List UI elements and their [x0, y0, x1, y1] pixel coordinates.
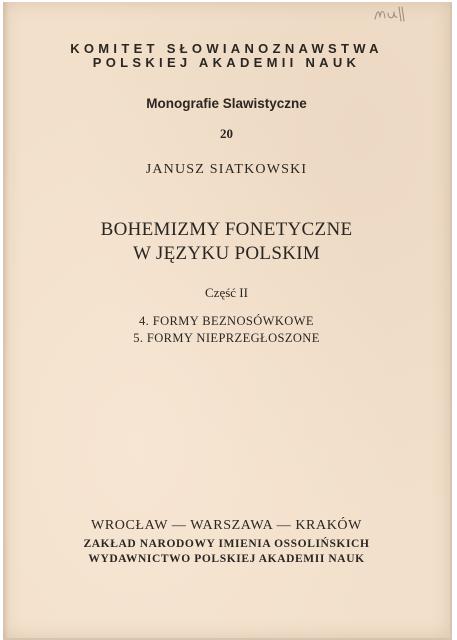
- book-title-line-2: W JĘZYKU POLSKIM: [132, 243, 321, 264]
- part-label: Część II: [205, 285, 248, 300]
- author-name: JANUSZ SIATKOWSKI: [145, 162, 308, 177]
- chapter-item: 4. FORMY BEZNOSÓWKOWE: [139, 314, 314, 328]
- imprint-cities: WROCŁAW — WARSZAWA — KRAKÓW: [91, 518, 362, 533]
- series-name: Monografie Slawistyczne: [146, 96, 307, 111]
- series-volume-number: 20: [220, 126, 233, 141]
- chapter-item: 5. FORMY NIEPRZEGŁOSZONE: [133, 331, 320, 345]
- imprint-publisher-line-2: WYDAWNICTWO POLSKIEJ AKADEMII NAUK: [88, 553, 365, 565]
- pencil-annotation: [371, 3, 411, 25]
- book-title-line-1: BOHEMIZMY FONETYCZNE: [100, 219, 353, 240]
- committee-name-line-2: POLSKIEJ AKADEMII NAUK: [92, 55, 361, 70]
- imprint-publisher-line-1: ZAKŁAD NARODOWY IMIENIA OSSOLIŃSKICH: [83, 538, 370, 550]
- committee-name-line-1: KOMITET SŁOWIANOZNAWSTWA: [70, 41, 383, 56]
